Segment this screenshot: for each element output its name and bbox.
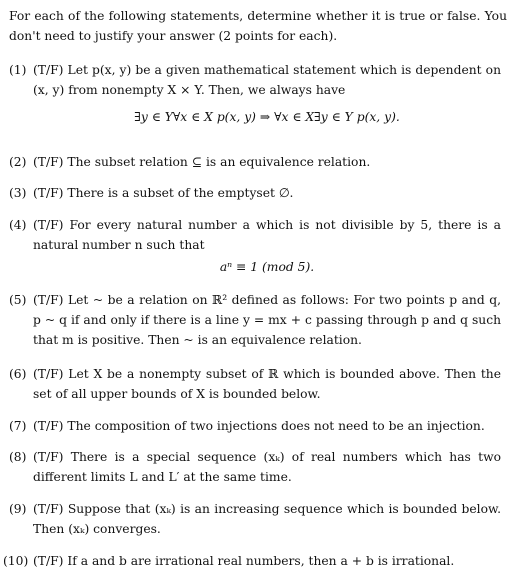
question-number: (5) — [9, 293, 27, 307]
question-number: (3) — [9, 186, 27, 200]
question-text: (T/F) Let X be a nonempty subset of ℝ which is bounded above. Then the set of all upper bounds of X is bounded below. — [33, 367, 501, 401]
question-text: (T/F) For every natural number a which is not divisible by 5, there is a natural number n such that — [33, 218, 501, 252]
display-formula: ∃y ∈ Y∀x ∈ X p(x, y) ⇒ ∀x ∈ X∃y ∈ Y p(x, y). — [134, 110, 400, 124]
question-number: (7) — [9, 419, 27, 433]
question-text: (T/F) There is a subset of the emptyset ∅. — [33, 186, 294, 200]
question-number: (4) — [9, 218, 27, 232]
question-text: (T/F) The composition of two injections does not need to be an injection. — [33, 419, 485, 433]
question-number: (2) — [9, 155, 27, 169]
question-text: (T/F) Suppose that (xₖ) is an increasing sequence which is bounded below. Then (xₖ) converges. — [33, 502, 501, 536]
instructions: For each of the following statements, determine whether it is true or false. You don't need to justify your answer (2 points for each). — [9, 9, 507, 43]
question-number: (1) — [9, 63, 27, 77]
question-text: (T/F) The subset relation ⊆ is an equivalence relation. — [33, 155, 371, 169]
question-number: (8) — [9, 450, 27, 464]
question-number: (9) — [9, 502, 27, 516]
display-formula: aⁿ ≡ 1 (mod 5). — [219, 260, 315, 274]
question-number: (6) — [9, 367, 27, 381]
question-text: (T/F) Let p(x, y) be a given mathematical statement which is dependent on (x, y) from nonempty X × Y. Then, we always have — [33, 63, 501, 97]
question-number: (10) — [3, 554, 29, 568]
question-text: (T/F) If a and b are irrational real numbers, then a + b is irrational. — [33, 554, 455, 568]
question-text: (T/F) Let ~ be a relation on ℝ² defined as follows: For two points p and q, p ~ q if and only if there is a line y = mx + c passing through p and q such that m is positive. Then ~ is an equivalence relation. — [33, 293, 501, 347]
question-text: (T/F) There is a special sequence (xₖ) of real numbers which has two different limits L and L′ at the same time. — [33, 450, 501, 484]
